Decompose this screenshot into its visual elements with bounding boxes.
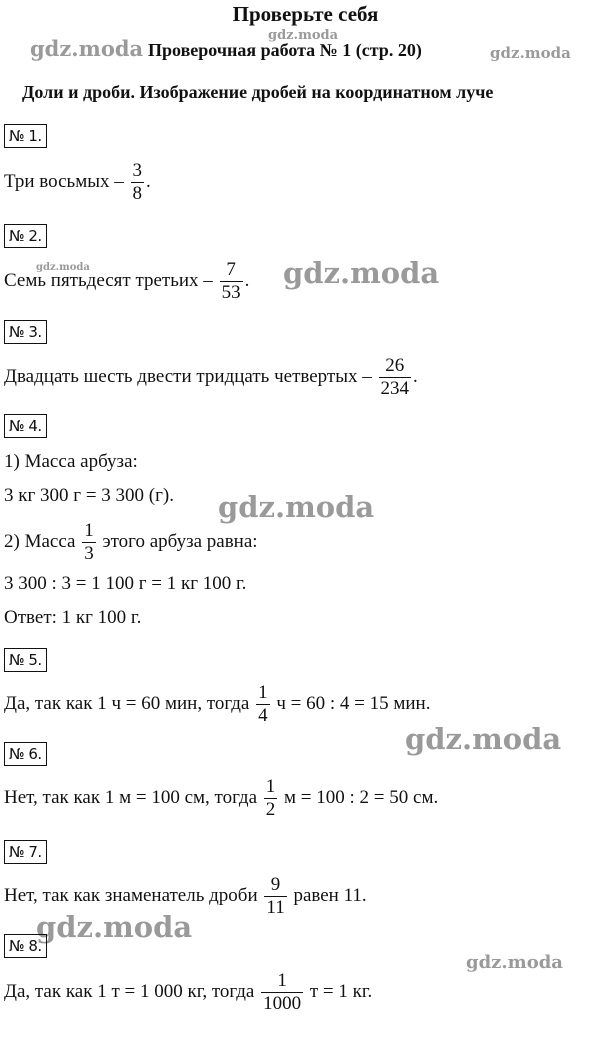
fraction-denominator: 4 <box>258 705 268 726</box>
fraction-denominator: 3 <box>84 543 94 564</box>
page-subtitle: Проверочная работа № 1 (стр. 20) <box>148 40 422 60</box>
solution-line: 3 кг 300 г = 3 300 (г). <box>4 485 174 506</box>
task-number-badge: № 8. <box>4 934 47 958</box>
answer-text: . <box>244 269 250 291</box>
page-title: Проверьте себя <box>232 2 379 26</box>
answer-text: Двадцать шесть двести тридцать четвертых – <box>4 365 372 387</box>
watermark: gdz.moda <box>268 28 339 43</box>
fraction-denominator: 2 <box>265 799 276 820</box>
task-5-answer <box>4 682 430 727</box>
task-number-badge: № 3. <box>4 320 47 344</box>
solution-line: 3 300 : 3 = 1 100 г = 1 кг 100 г. <box>4 573 247 594</box>
watermark: gdz.moda <box>36 910 193 944</box>
answer-text: ч = 60 : 4 = 15 мин. <box>276 692 431 714</box>
answer-text: Три восьмых – <box>4 170 124 192</box>
watermark: gdz.moda <box>36 262 90 273</box>
answer-text: равен 11. <box>293 884 367 906</box>
answer-text: Нет, так как знаменатель дроби <box>4 884 258 906</box>
fraction-numerator: 1 <box>265 776 276 797</box>
fraction-numerator: 1 <box>277 970 287 991</box>
section-heading: Доли и дроби. Изображение дробей на координатном луче <box>22 82 494 102</box>
answer-text: этого арбуза равна: <box>102 530 258 552</box>
fraction <box>261 970 303 1015</box>
fraction-numerator: 26 <box>385 355 405 376</box>
answer-text: т = 1 кг. <box>309 980 373 1002</box>
fraction-numerator: 9 <box>270 874 281 895</box>
task-1-answer <box>4 160 151 205</box>
task-number-badge: № 7. <box>4 840 47 864</box>
answer-text: Да, так как 1 ч = 60 мин, тогда <box>4 692 250 714</box>
answer-text: . <box>413 365 418 387</box>
watermark: gdz.moda <box>405 722 562 756</box>
task-8-answer <box>4 970 372 1015</box>
task-number-badge: № 4. <box>4 414 47 438</box>
fraction <box>220 259 243 304</box>
fraction-numerator: 3 <box>132 160 143 181</box>
fraction <box>264 874 286 919</box>
task-3-answer <box>4 355 418 400</box>
task-number-badge: № 2. <box>4 224 47 248</box>
fraction-denominator: 11 <box>266 897 285 918</box>
task-number-badge: № 6. <box>4 742 47 766</box>
fraction <box>379 355 412 400</box>
answer-text: Нет, так как 1 м = 100 см, тогда <box>4 786 258 808</box>
fraction-numerator: 1 <box>84 520 94 541</box>
fraction-denominator: 53 <box>221 282 241 303</box>
solution-line: 1) Масса арбуза: <box>4 451 138 472</box>
fraction <box>256 682 270 727</box>
task-2-answer <box>4 259 249 304</box>
answer-line: Ответ: 1 кг 100 г. <box>4 607 142 628</box>
fraction-numerator: 1 <box>258 682 268 703</box>
task-6-answer <box>4 776 438 821</box>
answer-text: м = 100 : 2 = 50 см. <box>284 786 439 808</box>
answer-text: Да, так как 1 т = 1 000 кг, тогда <box>4 980 255 1002</box>
fraction <box>264 776 278 821</box>
fraction-denominator: 234 <box>380 378 409 399</box>
task-7-answer <box>4 874 367 919</box>
watermark: gdz.moda <box>30 36 144 61</box>
fraction <box>131 160 145 205</box>
task-number-badge: № 1. <box>4 124 47 148</box>
fraction-denominator: 8 <box>132 183 143 204</box>
watermark: gdz.moda <box>466 952 563 973</box>
watermark: gdz.moda <box>490 44 571 62</box>
answer-text: . <box>146 170 151 192</box>
answer-text: Семь пятьдесят третьих – <box>4 269 213 291</box>
fraction-numerator: 7 <box>226 259 236 280</box>
fraction <box>82 520 96 565</box>
answer-text: 2) Масса <box>4 530 76 552</box>
watermark: gdz.moda <box>283 256 440 290</box>
watermark: gdz.moda <box>218 490 375 524</box>
task-number-badge: № 5. <box>4 648 47 672</box>
fraction-denominator: 1000 <box>263 993 302 1014</box>
solution-line <box>4 520 258 565</box>
